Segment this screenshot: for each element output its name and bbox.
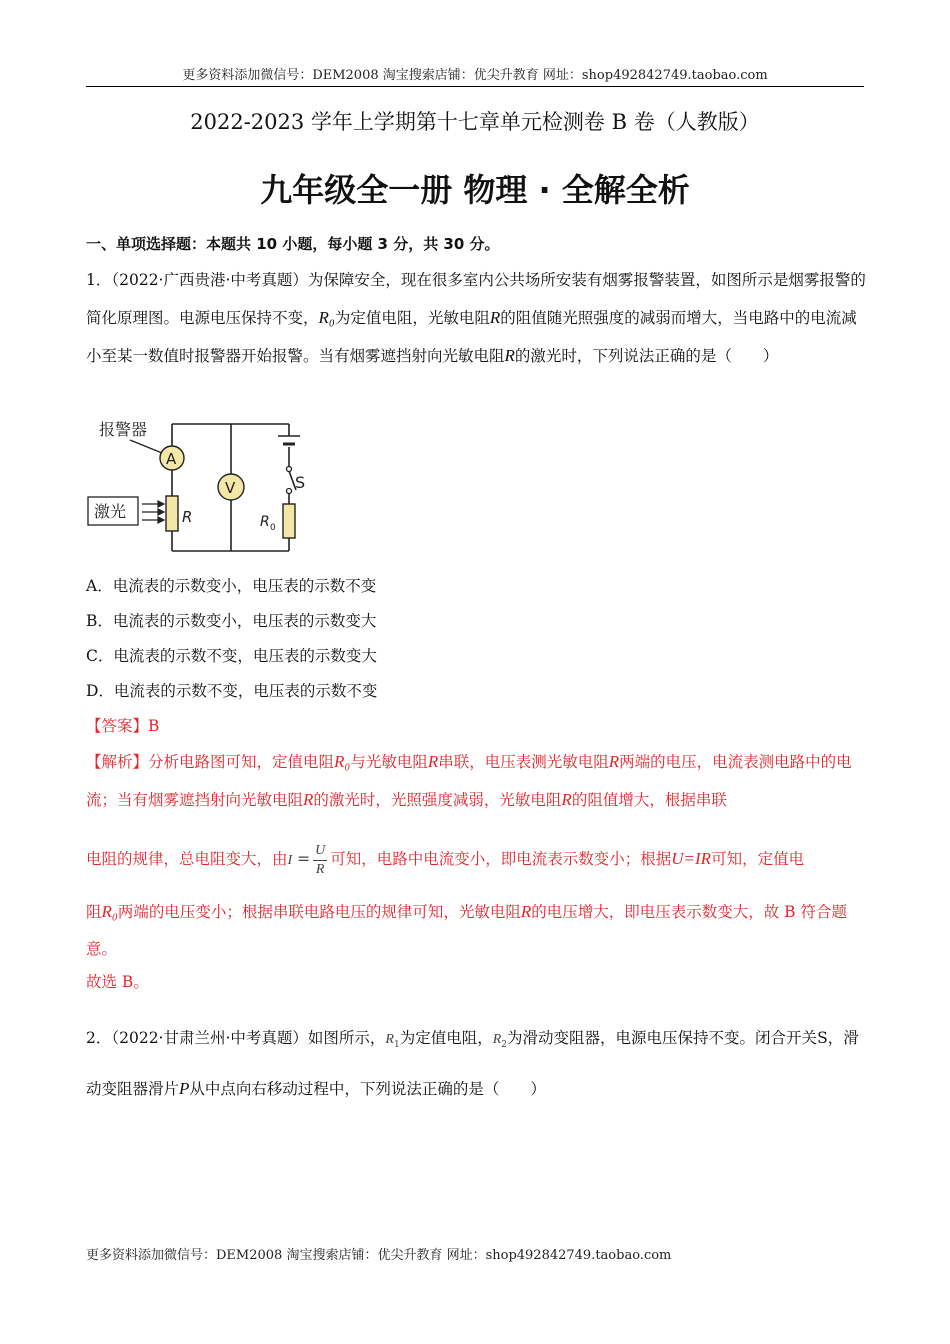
formula-i: I [287, 853, 293, 868]
analysis-line-2 [86, 836, 866, 884]
analysis-text: 可知，定值电 [711, 850, 805, 868]
analysis-text: 两端的电压，电流表测电路中的电流；当有烟雾遮挡射向光敏电阻 [86, 753, 852, 809]
q1-symbol: R [489, 308, 501, 327]
analysis-text: 可知，电路中电流变小，即电流表示数变小；根据 [330, 850, 672, 868]
answer: 【答案】B [86, 717, 160, 735]
formula-fraction [313, 842, 327, 879]
voltmeter-label: V [225, 479, 236, 497]
laser-label: 激光 [94, 502, 127, 521]
analysis-symbol: R [608, 752, 620, 771]
header-divider [86, 86, 864, 87]
analysis-symbol: R [561, 790, 572, 809]
analysis-symbol: U=IR [671, 849, 712, 868]
q2-symbol-r1-subscript: 1 [393, 1040, 400, 1051]
document-title: 2022-2023 学年上学期第十七章单元检测卷 B 卷（人教版） [190, 110, 760, 134]
analysis-text: 阻 [86, 903, 102, 921]
alarm-label: 报警器 [99, 420, 148, 439]
document-subtitle: 九年级全一册 物理 · 全解全析 [260, 171, 690, 209]
laser-arrows [142, 501, 164, 523]
question-2-stem [86, 1016, 866, 1111]
q2-text: ，滑动变阻器滑片 [86, 1029, 859, 1099]
q2-text: 2．（2022·甘肃兰州·中考真题）如图所示， [86, 1029, 386, 1047]
analysis-line-3 [86, 893, 866, 968]
formula-denominator: R [315, 861, 325, 877]
photoresistor-r [166, 496, 178, 531]
page-footer: 更多资料添加微信号：DEM2008 淘宝搜索店铺：优尖升教育 网址：shop492842749.taobao.com [86, 1248, 672, 1263]
switch-contact [287, 489, 292, 494]
analysis-text: 的电压增大，即电压表示数变大，故 B 符合题意。 [86, 903, 847, 958]
analysis-text: 分析电路图可知，定值电阻 [148, 753, 335, 771]
q1-text: 1．（2022·广西贵港·中考真题）为保障安全，现在很多室内公共场所安装有烟雾报警装置，如图所示是烟雾报警的简化原理图。电源电压保持不变， [86, 271, 866, 327]
q2-text: 从中点向右移动过程中，下列说法正确的是（ ） [189, 1080, 546, 1099]
formula-equals: = [297, 850, 311, 868]
q1-text: 的阻值随光照强度的减弱而增大，当电路中的电流减小至某一数值时报警器开始报警。当有烟雾遮挡射向光敏电阻 [86, 309, 857, 365]
section-heading: 一、单项选择题：本题共 10 小题，每小题 3 分，共 30 分。 [86, 235, 500, 253]
analysis-text: 两端的电压变小；根据串联电路电压的规律可知，光敏电阻 [117, 903, 521, 921]
q1-symbol: R [504, 346, 515, 365]
analysis-symbol: R [303, 790, 314, 809]
photoresistor-label: R [182, 508, 193, 526]
analysis-text: 与光敏电阻 [350, 753, 428, 771]
analysis-symbol: R₀ [101, 902, 118, 921]
alarm-pointer [130, 440, 162, 453]
circuit-diagram [86, 412, 316, 562]
formula-numerator: U [313, 842, 327, 861]
q2-text: 开关 [786, 1029, 818, 1047]
analysis-symbol: R₀ [334, 752, 351, 771]
page-header: 更多资料添加微信号：DEM2008 淘宝搜索店铺：优尖升教育 网址：shop492842749.taobao.com [182, 68, 768, 83]
option-a: A．电流表的示数变小，电压表的示数不变 [86, 577, 377, 595]
q1-text: 为定值电阻，光敏电阻 [334, 309, 490, 327]
conclusion: 故选 B。 [86, 973, 149, 991]
q2-text: 为滑动变阻器，电源电压保持不变。闭合 [507, 1029, 787, 1047]
q1-symbol: R₀ [318, 308, 335, 327]
analysis-text: 的阻值增大，根据串联 [571, 791, 727, 809]
analysis-text: 串联，电压表测光敏电阻 [438, 753, 609, 771]
analysis-text: 的激光时，光照强度减弱，光敏电阻 [313, 791, 562, 809]
q2-symbol-r2: R [492, 1032, 502, 1047]
q2-symbol-r2-subscript: 2 [501, 1040, 508, 1051]
switch-contact [287, 467, 292, 472]
resistor-r0 [283, 504, 295, 538]
option-c: C．电流表的示数不变，电压表的示数变大 [86, 647, 377, 665]
resistor-r0-subscript: 0 [270, 523, 276, 533]
analysis-symbol: R [520, 902, 532, 921]
q1-text: 的激光时，下列说法正确的是（ ） [514, 347, 779, 365]
ammeter-label: A [166, 450, 177, 468]
q2-symbol-r1: R [385, 1032, 394, 1047]
q2-text: 为定值电阻， [399, 1029, 493, 1047]
q2-symbol-p: P [179, 1079, 190, 1099]
analysis-text: 电阻的规律，总电阻变大，由 [86, 850, 288, 868]
question-1-stem [86, 262, 866, 375]
analysis-label: 【解析】 [86, 753, 149, 771]
option-d: D．电流表的示数不变，电压表的示数不变 [86, 682, 378, 700]
analysis-line-1 [86, 743, 866, 819]
q2-symbol-s: S [817, 1029, 828, 1047]
resistor-r0-label: R [260, 514, 270, 530]
switch-label: S [295, 473, 306, 492]
analysis-symbol: R [427, 752, 439, 771]
option-b: B．电流表的示数变小，电压表的示数变大 [86, 612, 377, 630]
